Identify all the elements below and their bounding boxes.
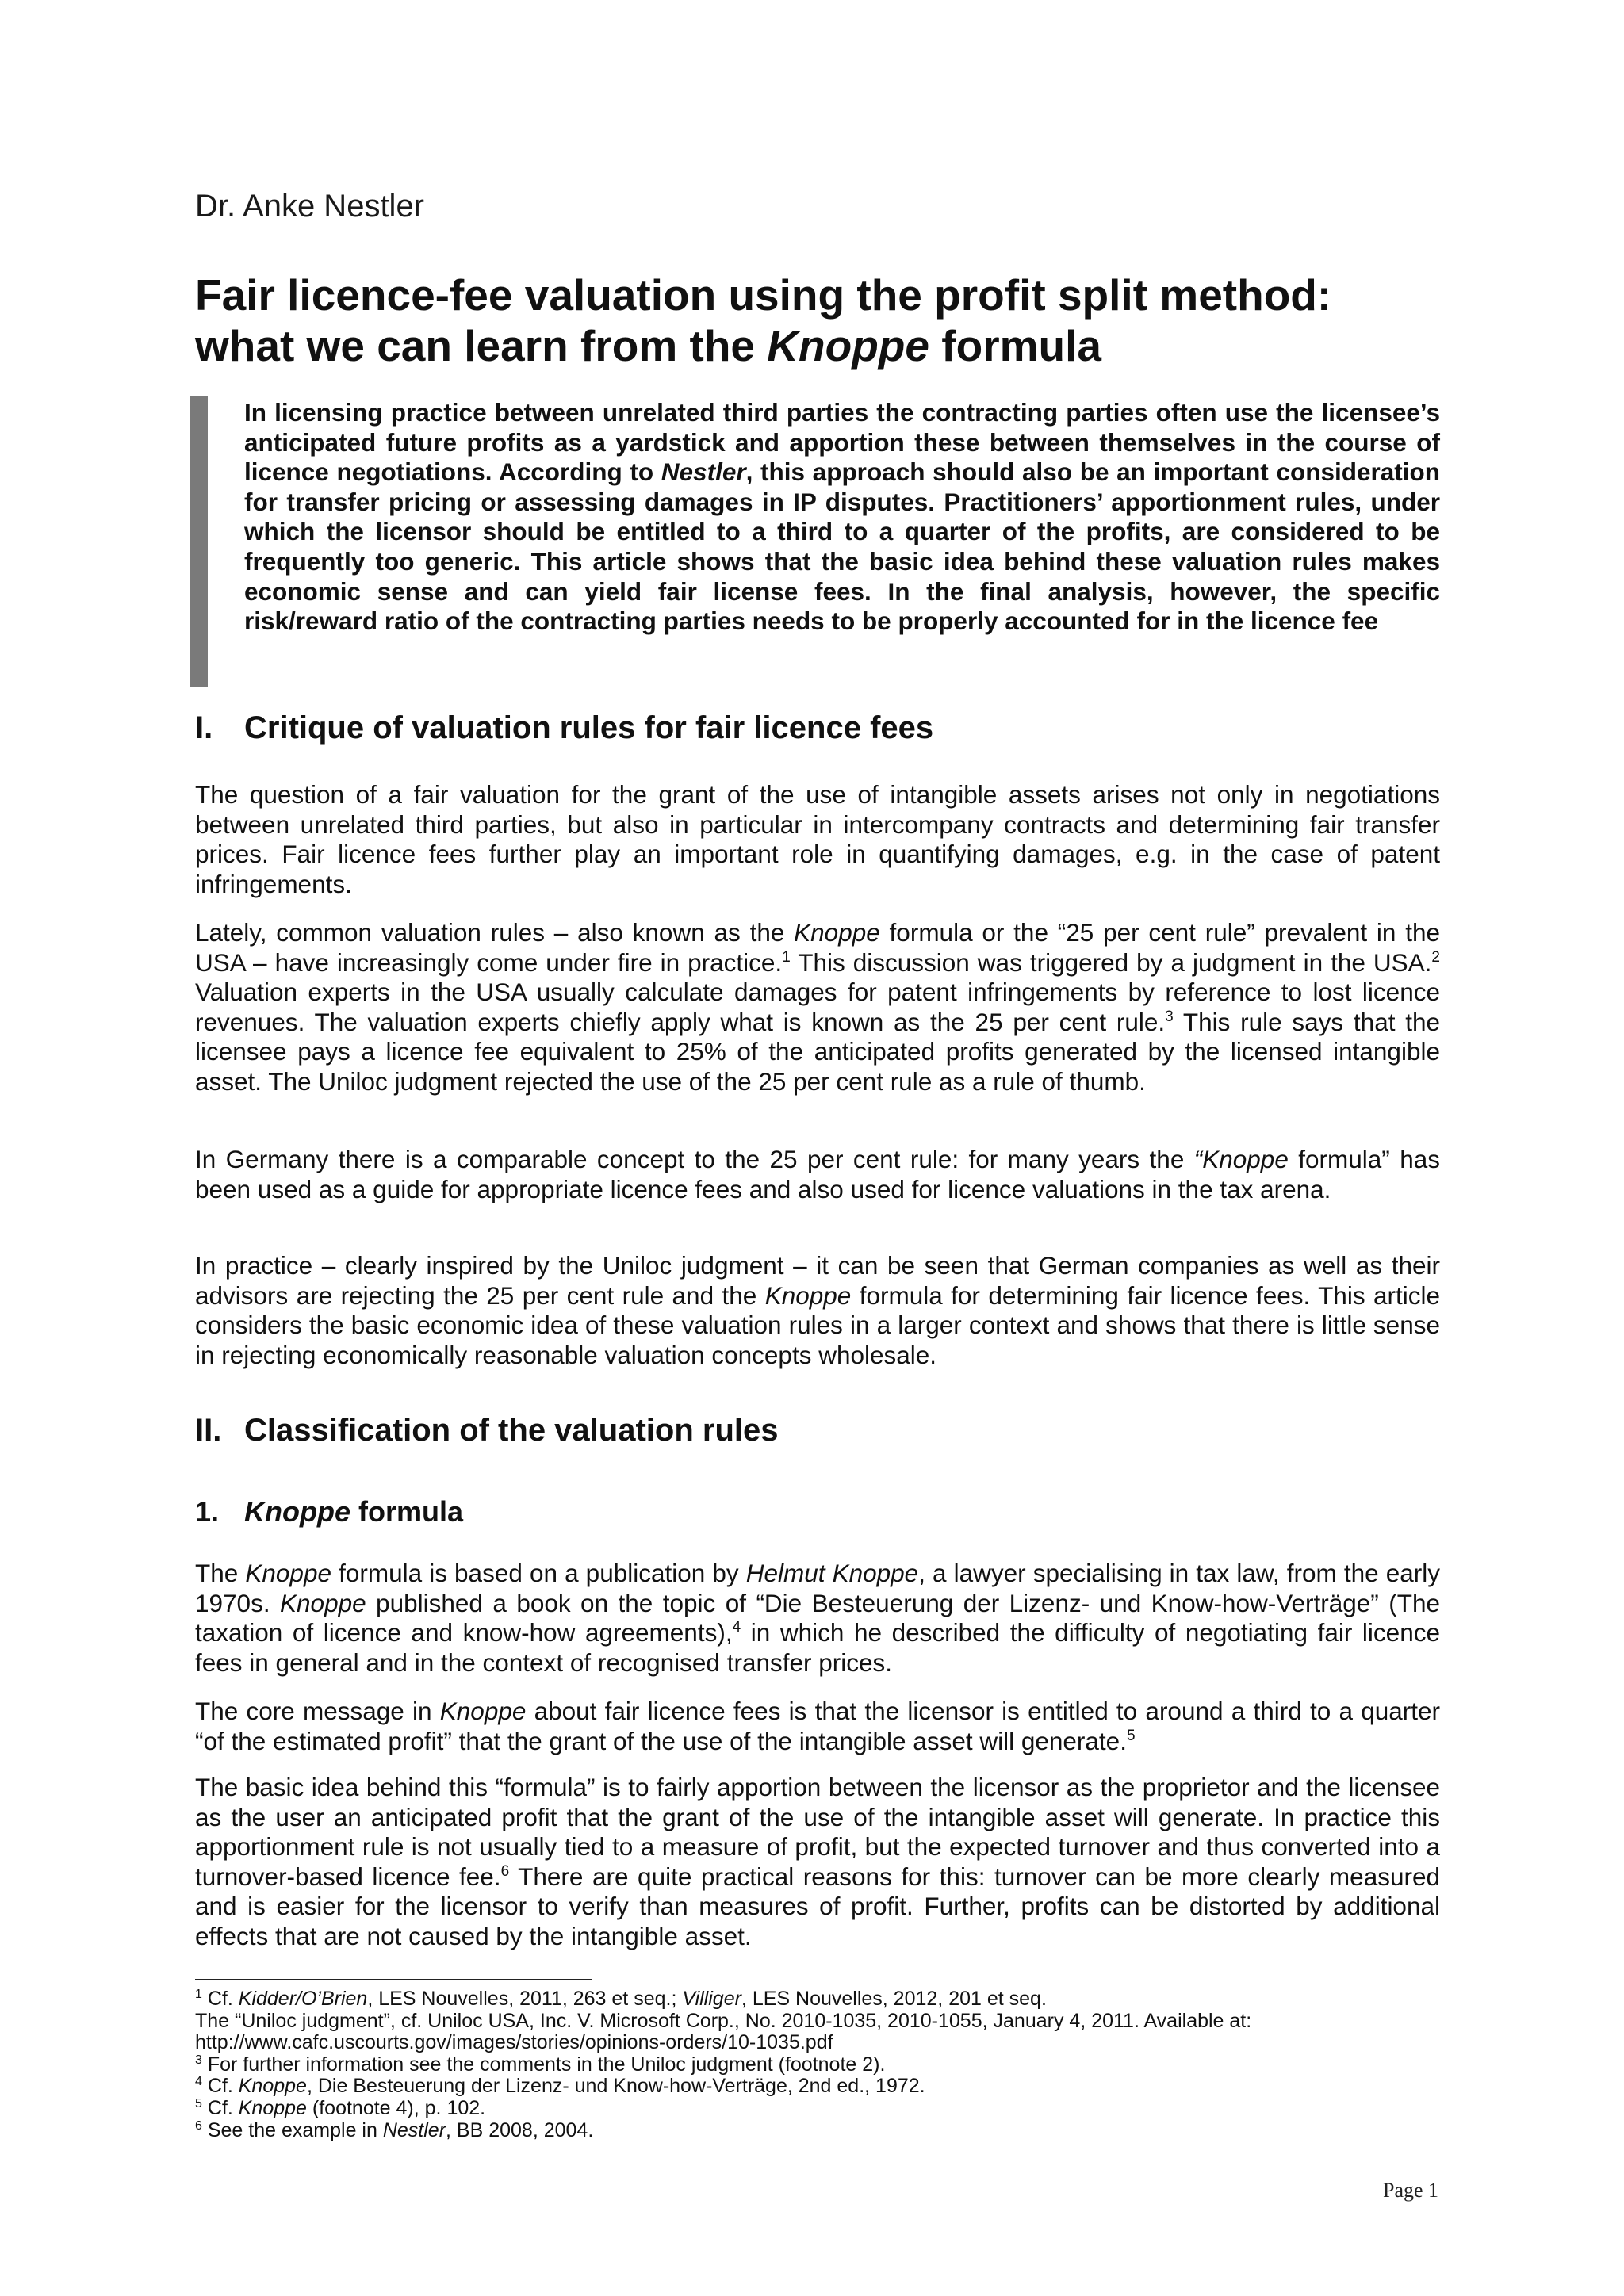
- abstract: [244, 398, 1440, 637]
- subsection-1-title: formula: [350, 1495, 463, 1528]
- footnote-text: (footnote 4), p. 102.: [306, 2096, 486, 2119]
- footnote-number: 4: [195, 2075, 202, 2089]
- footnote-text: For further information see the comments in the Uniloc judgment (footnote 2).: [201, 2053, 886, 2076]
- para-emphasis: “Knoppe: [1193, 1145, 1289, 1173]
- title-emphasis: Knoppe: [767, 321, 929, 370]
- footnote-text: , BB 2008, 2004.: [446, 2118, 594, 2141]
- section-1-paragraph-4: [195, 1251, 1440, 1370]
- para-text: In practice – clearly inspired by the Uniloc judgment – it can be seen that German companies as well as their advisors are rejecting the 25 per cent rule and the: [195, 1251, 1440, 1310]
- section-1-paragraph-2: [195, 918, 1440, 1097]
- para-emphasis: Knoppe: [439, 1697, 527, 1725]
- para-emphasis: Knoppe: [764, 1280, 852, 1310]
- section-2-paragraph-1: [195, 1559, 1440, 1678]
- section-1-title: Critique of valuation rules for fair licence fees: [244, 710, 934, 745]
- subsection-1-number: 1.: [195, 1495, 220, 1528]
- article-title: [195, 270, 1464, 371]
- para-text: formula is based on a publication by: [331, 1559, 746, 1587]
- para-text: formula or the “25 per cent rule” prevalent in the USA – have increasingly come under fire in practice.: [195, 918, 1440, 977]
- para-emphasis: Knoppe: [245, 1559, 331, 1587]
- para-text: The: [195, 1559, 246, 1587]
- para-text: about fair licence fees is that the licensor is entitled to around a third to a quarter “of the estimated profit” that the grant of the use of the intangible asset will generate.: [195, 1697, 1440, 1755]
- footnote-ref-4[interactable]: 4: [732, 1619, 741, 1636]
- footnote-text: Cf.: [201, 2075, 239, 2098]
- footnote-5: [195, 2098, 1464, 2120]
- para-emphasis: Knoppe: [794, 918, 880, 947]
- para-text: in which he described the difficulty of negotiating fair licence fees in general and in the context of recognised transfer prices.: [195, 1618, 1440, 1677]
- footnote-text: , Die Besteuerung der Lizenz- und Know-how-Verträge, 2nd ed., 1972.: [306, 2075, 925, 2098]
- footnote-ref-3[interactable]: 3: [1165, 1008, 1174, 1025]
- section-1-number: I.: [195, 710, 213, 745]
- abstract-text-2: , this approach should also be an important consideration for transfer pricing or assessing damages in IP disputes. Practitioners’ apportionment rules, under which the licensor should be entitled to a third to a quarter of the profits, are considered to be frequently too generic. This article shows that the basic idea behind these valuation rules makes economic sense and can yield fair license fees. In the final analysis, however, the specific risk/reward ratio of the contracting parties needs to be properly accounted for in the licence fee: [244, 457, 1440, 636]
- footnote-text: The “Uniloc judgment”, cf. Uniloc USA, Inc. V. Microsoft Corp., No. 2010-1035, 2010-1055, January 4, 2011. Available at:: [195, 2009, 1252, 2032]
- footnote-number: 5: [195, 2096, 202, 2110]
- footnote-4: [195, 2076, 1464, 2098]
- page-number: Page 1: [1383, 2179, 1439, 2202]
- abstract-text-1: In licensing practice between unrelated third parties the contracting parties often use the licensee’s anticipated future profits as a yardstick and apportion these between themselves in the course of licence negotiations. According to: [244, 398, 1440, 487]
- para-text: The core message in: [195, 1697, 440, 1725]
- footnote-emphasis: Knoppe: [238, 2096, 307, 2119]
- para-text: formula” has been used as a guide for appropriate licence fees and also used for licence valuations in the tax arena.: [195, 1145, 1440, 1203]
- author-name: Dr. Anke Nestler: [195, 189, 425, 224]
- footnote-text: Cf.: [201, 2096, 239, 2119]
- section-1-heading: [195, 710, 933, 746]
- title-line-2-suffix: formula: [929, 321, 1101, 370]
- footnote-2: [195, 2011, 1464, 2033]
- para-text: The basic idea behind this “formula” is to fairly apportion between the licensor as the proprietor and the licensee as the user an anticipated profit that the grant of the use of the intangible asset will generate. In practice this apportionment rule is not usually tied to a measure of profit, but the expected turnover and thus converted into a turnover-based licence fee.: [195, 1773, 1440, 1891]
- footnote-6: [195, 2120, 1464, 2142]
- footnote-emphasis: Villiger: [682, 1988, 741, 2010]
- title-line-1: Fair licence-fee valuation using the profit split method:: [195, 270, 1332, 320]
- section-2-title: Classification of the valuation rules: [244, 1413, 779, 1448]
- footnote-number: 1: [195, 1988, 202, 2001]
- footnote-1: [195, 1988, 1464, 2011]
- title-line-2: [195, 320, 1464, 371]
- footnote-ref-5[interactable]: 5: [1126, 1727, 1136, 1744]
- para-text: Lately, common valuation rules – also known as the: [195, 918, 795, 947]
- section-2-paragraph-3: [195, 1773, 1440, 1952]
- abstract-side-bar: [190, 396, 208, 687]
- title-line-2-prefix: what we can learn from the: [195, 321, 768, 370]
- subsection-1-heading: [195, 1495, 463, 1529]
- para-text: This rule says that the licensee pays a licence fee equivalent to 25% of the anticipated profits generated by the licensed intangible asset. The Uniloc judgment rejected the use of the 25 per cent rule as a rule of thumb.: [195, 1007, 1440, 1096]
- footnote-ref-1[interactable]: 1: [782, 948, 791, 966]
- footnote-separator: [195, 1979, 592, 1980]
- section-2-paragraph-2: [195, 1697, 1440, 1756]
- footnote-number: 3: [195, 2053, 202, 2067]
- footnote-number: 6: [195, 2118, 202, 2133]
- para-text: , a lawyer specialising in tax law, from the early 1970s.: [195, 1559, 1441, 1617]
- footnote-3: [195, 2054, 1464, 2076]
- footnote-emphasis: Knoppe: [238, 2075, 307, 2098]
- footnote-emphasis: Nestler: [382, 2118, 446, 2141]
- footnote-ref-2[interactable]: 2: [1431, 948, 1440, 966]
- para-text: There are quite practical reasons for this: turnover can be more clearly measured and is easier for the licensor to verify than measures of profit. Further, profits can be distorted by additional effects that are not caused by the intangible asset.: [195, 1862, 1441, 1950]
- footnote-ref-6[interactable]: 6: [500, 1862, 510, 1880]
- para-text: In Germany there is a comparable concept to the 25 per cent rule: for many years the: [195, 1145, 1194, 1173]
- para-emphasis: Knoppe: [280, 1588, 366, 1617]
- footnote-2-link[interactable]: http://www.cafc.uscourts.gov/images/stories/opinions-orders/10-1035.pdf: [195, 2031, 833, 2054]
- footnote-text: See the example in: [201, 2118, 383, 2141]
- abstract-emphasis: Nestler: [661, 457, 746, 487]
- section-2-heading: [195, 1413, 778, 1448]
- section-1-paragraph-1: The question of a fair valuation for the grant of the use of intangible assets arises not only in negotiations between unrelated third parties, but also in particular in intercompany contracts and determining fair transfer prices. Fair licence fees further play an important role in quantifying damages, e.g. in the case of patent infringements.: [195, 780, 1440, 898]
- footnote-emphasis: Kidder/O’Brien: [238, 1988, 368, 2010]
- section-2-number: II.: [195, 1413, 222, 1448]
- para-text: formula for determining fair licence fees. This article considers the basic economic idea of these valuation rules in a larger context and shows that there is little sense in rejecting economically reasonable valuation concepts wholesale.: [195, 1280, 1441, 1369]
- footnote-text: , LES Nouvelles, 2012, 201 et seq.: [741, 1988, 1047, 2010]
- para-text: published a book on the topic of “Die Besteuerung der Lizenz- und Know-how-Verträge” (The taxation of licence and know-how agreements),: [195, 1588, 1440, 1647]
- section-1-paragraph-3: [195, 1145, 1440, 1204]
- para-text: Valuation experts in the USA usually calculate damages for patent infringements by reference to lost licence revenues. The valuation experts chiefly apply what is known as the 25 per cent rule.: [195, 978, 1440, 1036]
- footnote-text: Cf.: [201, 1988, 239, 2010]
- footnotes: [195, 1988, 1464, 2141]
- para-emphasis: Helmut Knoppe: [745, 1559, 919, 1587]
- footnote-text: , LES Nouvelles, 2011, 263 et seq.;: [367, 1988, 683, 2010]
- subsection-1-emphasis: Knoppe: [244, 1495, 350, 1528]
- para-text: This discussion was triggered by a judgment in the USA.: [790, 947, 1432, 977]
